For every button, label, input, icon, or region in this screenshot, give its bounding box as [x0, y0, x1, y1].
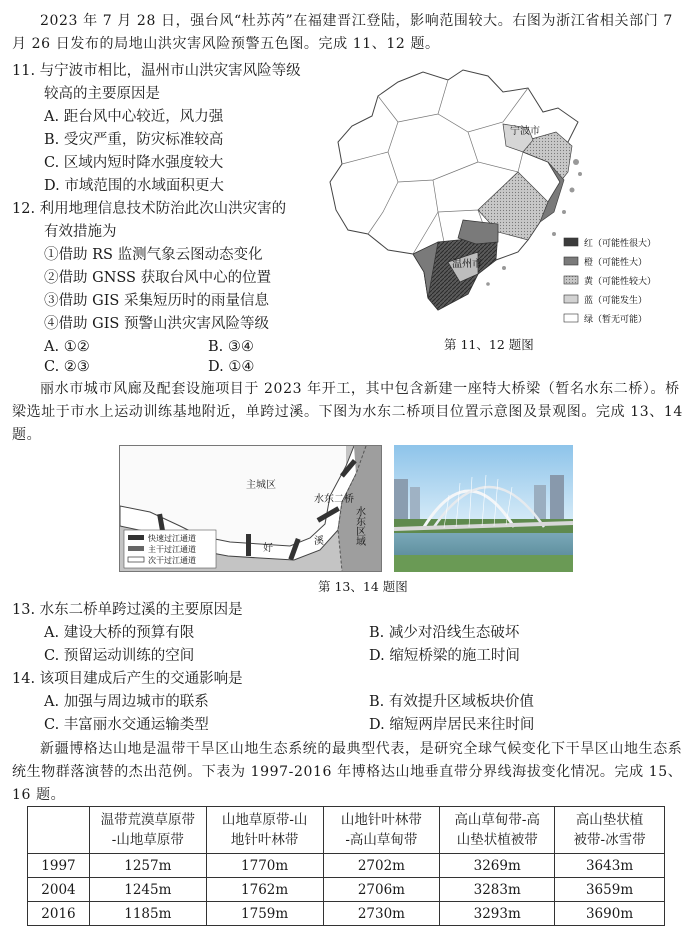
map2-caption: 第 13、14 题图: [318, 579, 408, 594]
q11-option-d[interactable]: D. 市域范围的水域面积更大: [44, 178, 224, 194]
q12-option-c[interactable]: C. ②③: [44, 359, 90, 375]
q11-stem-line2: 较高的主要原因是: [44, 86, 160, 102]
q12-item-4: ④借助 GIS 预警山洪灾害风险等级: [44, 316, 269, 332]
table-cell: 3269m: [440, 854, 555, 878]
q12-option-b[interactable]: B. ③④: [208, 339, 254, 355]
table-cell: 1997: [28, 854, 90, 878]
table-cell: 3659m: [555, 878, 665, 902]
label-river-1: 好: [263, 543, 273, 554]
table-cell: 2702m: [323, 854, 440, 878]
table-cell: 1185m: [89, 902, 206, 926]
intro-paragraph-2: 丽水市城市风廊及配套设施项目于 2023 年开工，其中包含新建一座特大桥梁（暂名水东二桥）。桥梁选址于市水上运动训练基地附近，单跨过溪。下图为水东二桥项目位置示意图及景观图。完成 13、14 题。: [12, 381, 683, 443]
q14-option-c[interactable]: C. 丰富丽水交通运输类型: [44, 717, 209, 733]
label-bridge: 水东二桥: [314, 494, 354, 505]
legend-swatch-red: [564, 238, 578, 246]
q13-option-c[interactable]: C. 预留运动训练的空间: [44, 648, 195, 664]
bridge-map-svg: [120, 446, 381, 571]
q12-item-3: ③借助 GIS 采集短历时的雨量信息: [44, 293, 269, 309]
legend-fast-channel: 快速过江通道: [148, 534, 196, 543]
table-cell: 1759m: [206, 902, 323, 926]
q12-stem-line1: 12. 利用地理信息技术防治此次山洪灾害的: [12, 201, 287, 217]
table-cell: 1257m: [89, 854, 206, 878]
intro-paragraph-3: 新疆博格达山地是温带干旱区山地生态系统的最典型代表，是研究全球气候变化下干旱区山地生态系统生物群落演替的杰出范例。下表为 1997-2016 年博格达山地垂直带分界线海拔变化情况。完成 15、16 题。: [12, 741, 683, 803]
q12-option-a[interactable]: A. ①②: [44, 339, 90, 355]
table-header-cell: 山地针叶林带 -高山草甸带: [323, 807, 440, 854]
label-wenzhou: 温州市: [452, 259, 482, 270]
q14-option-d[interactable]: D. 缩短两岸居民来往时间: [369, 717, 535, 733]
label-river-2: 溪: [314, 536, 324, 547]
q13-option-b[interactable]: B. 减少对沿线生态破坏: [369, 625, 520, 641]
table-header-cell: 高山草甸带-高 山垫状植被带: [440, 807, 555, 854]
legend-label-blue: 蓝（可能发生）: [584, 296, 648, 306]
table-header-cell: 山地草原带-山 地针叶林带: [206, 807, 323, 854]
legend-label-green: 绿（暂无可能）: [584, 315, 648, 325]
table-header-cell: 温带荒漠草原带 -山地草原带: [89, 807, 206, 854]
label-ningbo: 宁波市: [510, 126, 540, 137]
q12-item-1: ①借助 RS 监测气象云图动态变化: [44, 247, 263, 263]
table-cell: 2730m: [323, 902, 440, 926]
q12-option-d[interactable]: D. ①④: [208, 359, 255, 375]
bridge-photo-svg: [394, 445, 573, 572]
legend-swatch-blue: [564, 295, 578, 303]
q11-stem-line1: 11. 与宁波市相比，温州市山洪灾害风险等级: [12, 63, 301, 79]
table-header-cell: 高山垫状植 被带-冰雪带: [555, 807, 665, 854]
table-cell: 1245m: [89, 878, 206, 902]
map1-caption: 第 11、12 题图: [444, 337, 534, 352]
table-cell: 3293m: [440, 902, 555, 926]
q11-option-a[interactable]: A. 距台风中心较近，风力强: [44, 109, 224, 125]
table-cell: 2004: [28, 878, 90, 902]
table-cell: 3690m: [555, 902, 665, 926]
zhejiang-risk-map: [328, 62, 673, 334]
legend-label-orange: 橙（可能性大）: [584, 258, 648, 268]
q14-option-a[interactable]: A. 加强与周边城市的联系: [44, 694, 209, 710]
map1-legend: [564, 237, 656, 325]
q13-option-d[interactable]: D. 缩短桥梁的施工时间: [369, 648, 520, 664]
bridge-photo: [394, 445, 573, 572]
table-cell: 1762m: [206, 878, 323, 902]
table-header-cell: [28, 807, 90, 854]
table-cell: 1770m: [206, 854, 323, 878]
legend-main-channel: 主干过江通道: [148, 545, 196, 554]
q12-item-2: ②借助 GNSS 获取台风中心的位置: [44, 270, 272, 286]
q14-option-b[interactable]: B. 有效提升区域板块价值: [369, 694, 534, 710]
label-main-city: 主城区: [246, 480, 276, 491]
table-cell: 2706m: [323, 878, 440, 902]
legend-label-red: 红（可能性很大）: [584, 239, 657, 249]
legend-swatch-green: [564, 314, 578, 322]
table-row: [28, 878, 665, 902]
intro-paragraph-1: 2023 年 7 月 28 日，强台风“杜苏芮”在福建晋江登陆，影响范围较大。右图为浙江省相关部门 7 月 26 日发布的局地山洪灾害风险预警五色图。完成 11、12 题。: [12, 13, 673, 52]
table-row: [28, 854, 665, 878]
legend-swatch-yellow: [564, 276, 578, 284]
q11-option-c[interactable]: C. 区域内短时降水强度较大: [44, 155, 224, 171]
table-cell: 2016: [28, 902, 90, 926]
map2-legend: [124, 530, 216, 568]
bridge-location-map: [119, 445, 382, 572]
altitude-table: [27, 806, 665, 926]
legend-swatch-orange: [564, 257, 578, 265]
zhejiang-map-svg: [328, 62, 673, 334]
legend-secondary-channel: 次干过江通道: [148, 556, 196, 565]
table-row: [28, 902, 665, 926]
q13-option-a[interactable]: A. 建设大桥的预算有限: [44, 625, 195, 641]
table-header-row: [28, 807, 665, 854]
label-east-area: 水东区域: [353, 506, 365, 546]
q11-option-b[interactable]: B. 受灾严重，防灾标准较高: [44, 132, 224, 148]
legend-label-yellow: 黄（可能性较大）: [584, 277, 657, 287]
q13-stem: 13. 水东二桥单跨过溪的主要原因是: [12, 602, 243, 618]
q12-stem-line2: 有效措施为: [44, 224, 117, 240]
table-cell: 3283m: [440, 878, 555, 902]
q14-stem: 14. 该项目建成后产生的交通影响是: [12, 671, 243, 687]
table-cell: 3643m: [555, 854, 665, 878]
